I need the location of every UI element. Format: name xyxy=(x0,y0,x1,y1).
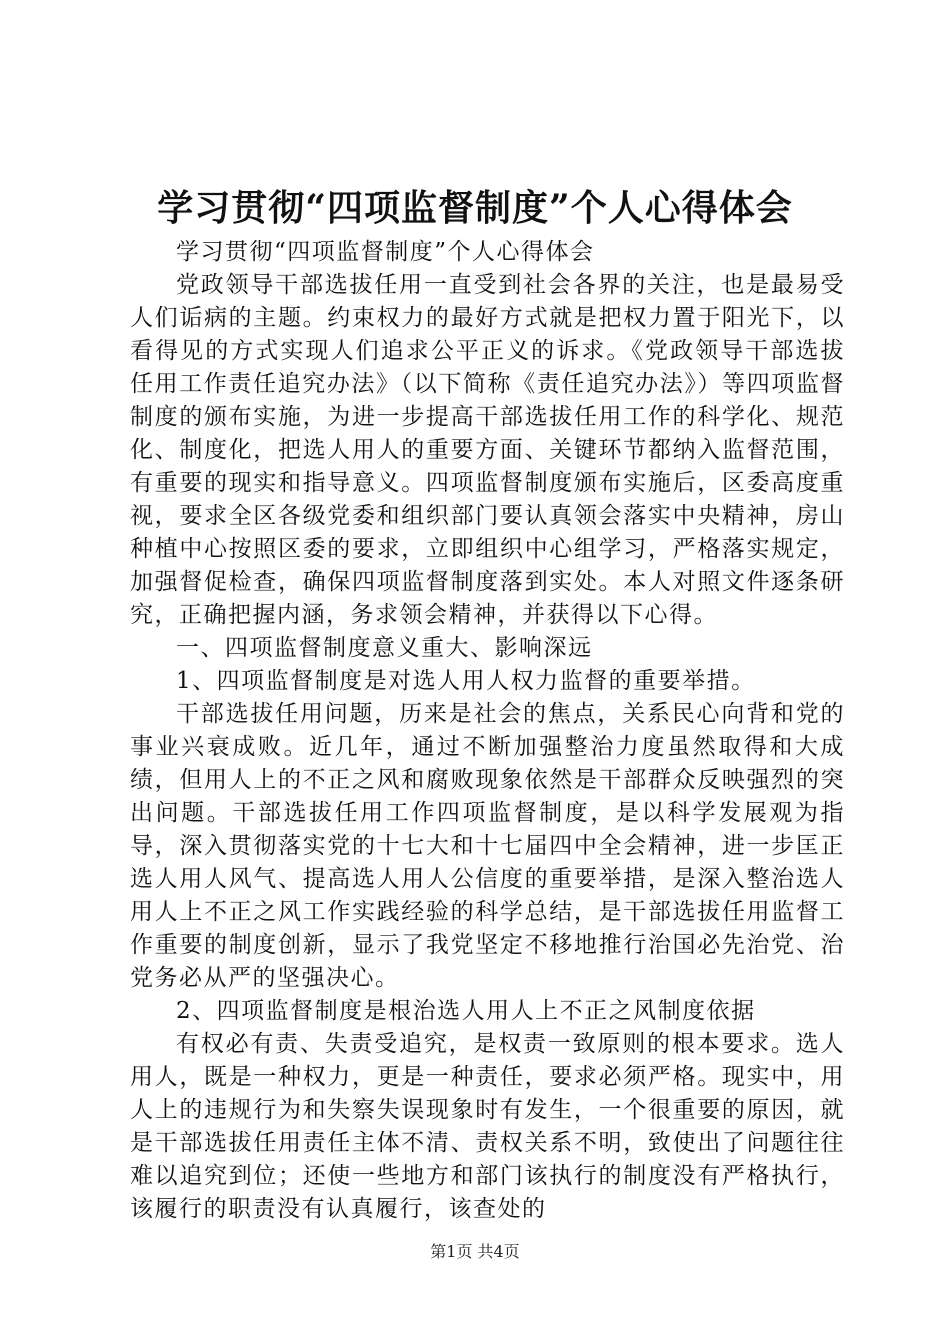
subsection-heading: 2、四项监督制度是根治选人用人上不正之风制度依据 xyxy=(176,998,756,1024)
page-footer: 第1页 共4页 xyxy=(430,1242,520,1261)
document-body xyxy=(130,236,845,1226)
document-title: 学习贯彻“四项监督制度”个人心得体会 xyxy=(157,187,793,229)
body-paragraph: 干部选拔任用问题，历来是社会的焦点，关系民心向背和党的事业兴衰成败。近几年，通过不断加强整治力度虽然取得和大成绩，但用人上的不正之风和腐败现象依然是干部群众反映强烈的突出问题。干部选拔任用工作四项监督制度，是以科学发展观为指导，深入贯彻落实党的十七大和十七届四中全会精神，进一步匡正选人用人风气、提高选人用人公信度的重要举措，是深入整治选人用人上不正之风工作实践经验的科学总结，是干部选拔任用监督工作重要的制度创新，显示了我党坚定不移地推行治国必先治党、治党务必从严的坚强决心。 xyxy=(130,701,845,991)
subtitle-paragraph: 学习贯彻“四项监督制度”个人心得体会 xyxy=(176,239,595,265)
intro-paragraph: 党政领导干部选拔任用一直受到社会各界的关注，也是最易受人们诟病的主题。约束权力的最好方式就是把权力置于阳光下，以看得见的方式实现人们追求公平正义的诉求。《党政领导干部选拔任用工作责任追究办法》（以下简称《责任追究办法》）等四项监督制度的颁布实施，为进一步提高干部选拔任用工作的科学化、规范化、制度化，把选人用人的重要方面、关键环节都纳入监督范围，有重要的现实和指导意义。四项监督制度颁布实施后，区委高度重视，要求全区各级党委和组织部门要认真领会落实中央精神，房山种植中心按照区委的要求，立即组织中心组学习，严格落实规定，加强督促检查，确保四项监督制度落到实处。本人对照文件逐条研究，正确把握内涵，务求领会精神，并获得以下心得。 xyxy=(130,272,845,628)
body-paragraph: 有权必有责、失责受追究，是权责一致原则的根本要求。选人用人，既是一种权力，更是一种责任，要求必须严格。现实中，用人上的违规行为和失察失误现象时有发生，一个很重要的原因，就是干部选拔任用责任主体不清、责权关系不明，致使出了问题往往难以追究到位；还使一些地方和部门该执行的制度没有严格执行，该履行的职责没有认真履行，该查处的 xyxy=(130,1031,845,1222)
section-heading: 一、四项监督制度意义重大、影响深远 xyxy=(176,635,593,661)
subsection-heading: 1、四项监督制度是对选人用人权力监督的重要举措。 xyxy=(176,668,756,694)
